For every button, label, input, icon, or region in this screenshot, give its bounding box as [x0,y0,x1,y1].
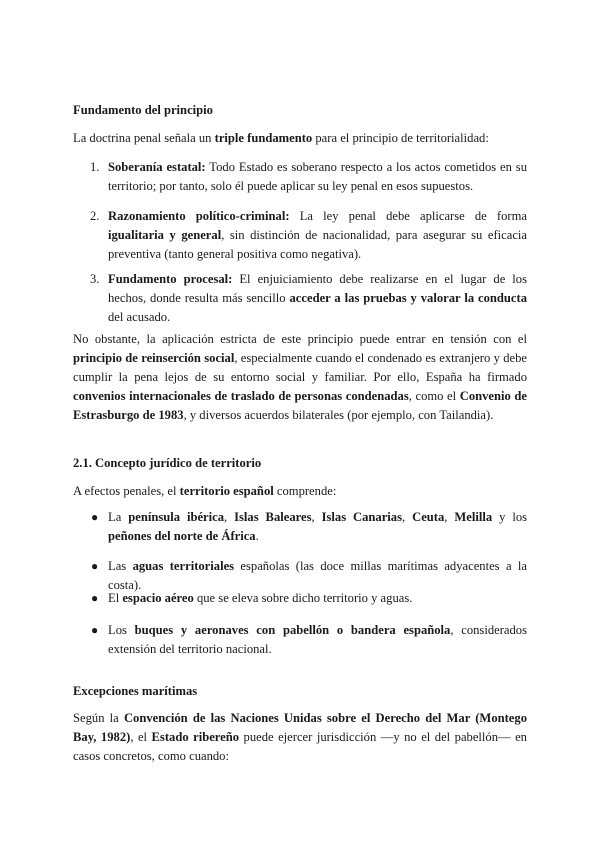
paragraph-montego-bay [73,709,527,766]
text-run: , y diversos acuerdos bilaterales (por ejemplo, con Tailandia). [183,408,494,422]
bold-text-run: Convención de las Naciones Unidas sobre el Derecho del Mar (Montego Bay, 1982) [73,711,527,744]
bullet-icon: ● [91,559,99,573]
text-run: La ley penal debe aplicarse de forma [289,209,527,223]
text-run: , como el [408,389,460,403]
section-heading-excepciones: Excepciones marítimas [73,684,198,698]
text-run: Los [108,623,135,637]
text-run: El enjuiciamiento debe realizarse en el lugar de los hechos, donde resulta más sencillo [108,272,527,305]
section-heading-fundamento: Fundamento del principio [73,103,213,117]
bullet-icon: ● [91,510,99,524]
text-run: para el principio de territorialidad: [312,131,489,145]
bold-text-run: convenios internacionales de traslado de personas condenadas [73,389,409,403]
bold-text-run: acceder a las pruebas y valorar la conducta [289,291,528,305]
text-run: puede ejercer jurisdicción —y no el del pabellón— en casos concretos, como cuando: [73,730,527,763]
text-run: que se eleva sobre dicho territorio y aguas. [193,591,413,605]
text-run: La doctrina penal señala un [73,131,215,145]
text-run: del acusado. [108,310,171,324]
list-item-razonamiento [108,207,527,264]
list-item-fundamento-procesal [108,270,527,327]
bullet-item-espacio-aereo [108,589,527,608]
text-run: A efectos penales, el [73,484,180,498]
bold-text-run: Ceuta [412,510,445,524]
bold-text-run: igualitaria y general [108,228,222,242]
text-run: Todo Estado es soberano respecto a los actos cometidos en su territorio; por tanto, solo él puede aplicar su ley penal en esos supuestos. [108,160,527,193]
bold-text-run: península ibérica [128,510,225,524]
list-number: 3. [90,272,100,286]
text-run: , [402,510,413,524]
bullet-item-buques [108,621,527,659]
text-run: . [255,529,259,543]
list-number: 1. [90,160,100,174]
text-run: , [311,510,322,524]
text-run: Las [108,559,133,573]
bold-text-run: aguas territoriales [132,559,235,573]
bold-text-run: Melilla [454,510,493,524]
text-run: , considerados extensión del territorio nacional. [108,623,527,656]
bold-text-run: triple fundamento [214,131,313,145]
text-run: No obstante, la aplicación estricta de este principio puede entrar en tensión con el [73,332,527,346]
text-run: , especialmente cuando el condenado es extranjero y debe cumplir la pena lejos de su entorno social y familiar. Por ello, España ha firmado [73,351,527,384]
list-number: 2. [90,209,100,223]
bold-text-run: Islas Baleares [234,510,312,524]
bold-text-run: Soberanía estatal: [108,160,206,174]
text-run: españolas (las doce millas marítimas adyacentes a la costa). [108,559,527,592]
bold-text-run: Fundamento procesal: [108,272,233,286]
bullet-item-peninsula [108,508,527,546]
text-run: Según la [73,711,124,725]
text-run: La [108,510,129,524]
bullet-icon: ● [91,591,99,605]
bold-text-run: Convenio de Estrasburgo de 1983 [73,389,528,422]
text-run: , sin distinción de nacionalidad, para asegurar su eficacia preventiva (tanto general positiva como negativa). [108,228,527,261]
text-run: El [108,591,123,605]
bold-text-run: espacio aéreo [122,591,194,605]
text-run: y los [492,510,528,524]
section-heading-territorio: 2.1. Concepto jurídico de territorio [73,456,262,470]
paragraph-territorio-intro [73,482,527,501]
bold-text-run: principio de reinserción social [73,351,235,365]
bold-text-run: Islas Canarias [321,510,403,524]
paragraph-reinsercion [73,330,527,425]
paragraph-intro [73,129,527,148]
bold-text-run: Razonamiento político-criminal: [108,209,290,223]
text-run: , [224,510,235,524]
bold-text-run: territorio español [179,484,274,498]
bold-text-run: peñones del norte de África [108,529,256,543]
text-run: , el [130,730,152,744]
bold-text-run: buques y aeronaves con pabellón o bandera española [134,623,451,637]
list-item-soberania [108,158,527,196]
text-run: comprende: [273,484,337,498]
bullet-icon: ● [91,623,99,637]
bold-text-run: Estado ribereño [151,730,240,744]
text-run: , [444,510,455,524]
